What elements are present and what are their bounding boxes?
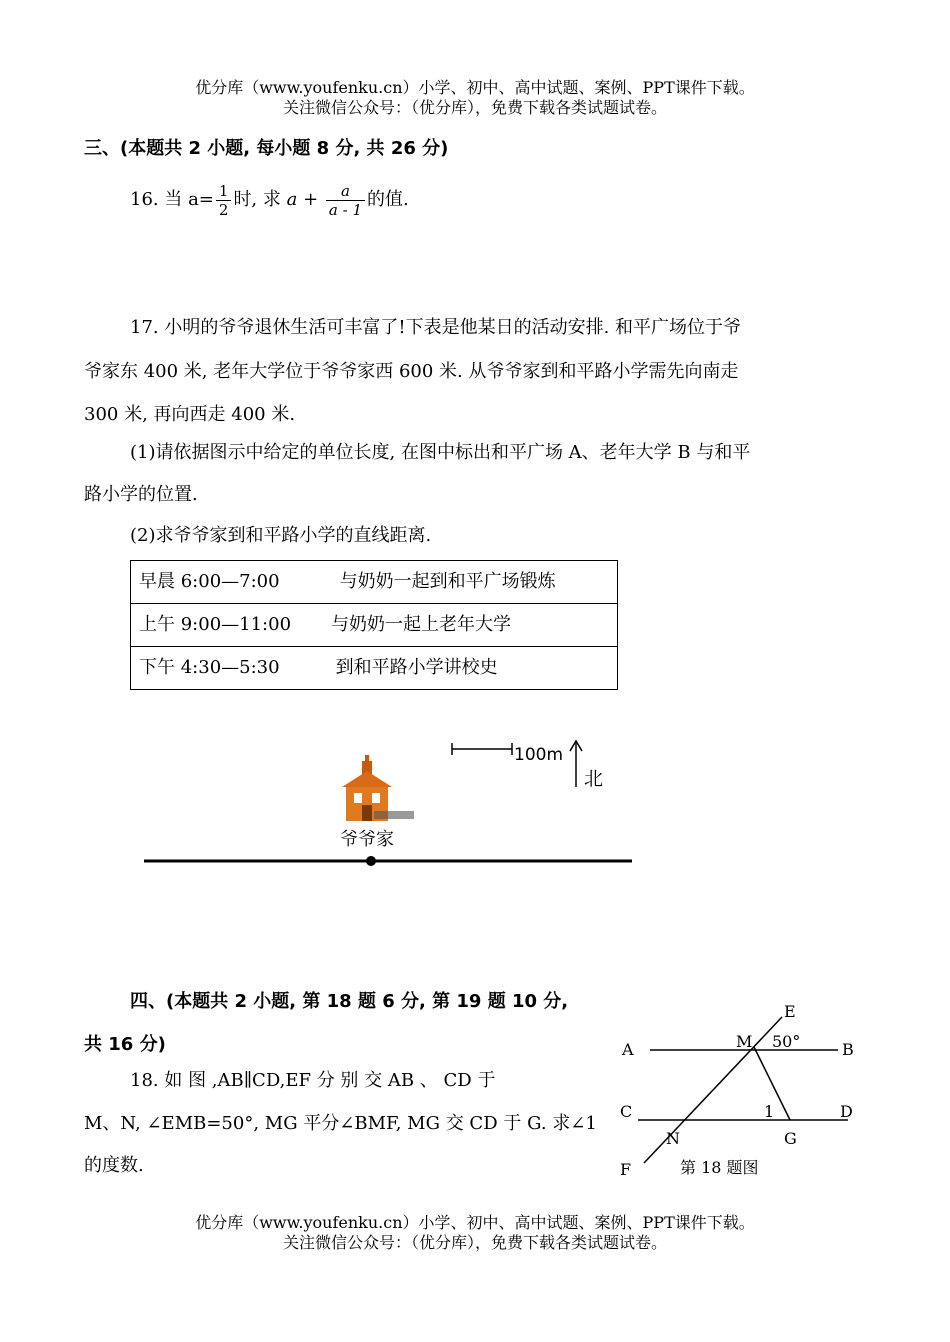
schedule-time: 下午 4:30—5:30: [139, 657, 280, 678]
section-3-title: 三、(本题共 2 小题, 每小题 8 分, 共 26 分): [84, 138, 449, 159]
label-m: M: [736, 1032, 753, 1051]
section-4-title-line-1: 四、(本题共 2 小题, 第 18 题 6 分, 第 19 题 10 分,: [130, 991, 569, 1012]
q16-fraction-half: [216, 182, 232, 219]
q16-frac-num: 1: [216, 182, 232, 201]
home-point: [366, 856, 376, 866]
header-line-1: 优分库（www.youfenku.cn）小学、初中、高中试题、案例、PPT课件下载。: [195, 78, 755, 97]
north-label: 北: [584, 768, 604, 790]
q16-middle: 时, 求: [233, 189, 281, 210]
q17-part-1-line-2: 路小学的位置.: [84, 484, 198, 505]
q17-part-2: (2)求爷爷家到和平路小学的直线距离.: [130, 525, 432, 546]
q17-map-figure: [130, 735, 650, 875]
footer-line-1: 优分库（www.youfenku.cn）小学、初中、高中试题、案例、PPT课件下载。: [195, 1213, 755, 1232]
schedule-time: 早晨 6:00—7:00: [139, 571, 280, 592]
label-angle-50: 50°: [772, 1032, 801, 1051]
schedule-row-1-cell: [131, 561, 618, 604]
schedule-row-3-cell: [131, 647, 618, 690]
home-label: 爷爷家: [340, 829, 394, 850]
q16-expr-den: a - 1: [328, 200, 363, 219]
header-line-2: 关注微信公众号：（优分库），免费下载各类试题试卷。: [282, 98, 667, 117]
footer-line-2: 关注微信公众号：（优分库），免费下载各类试题试卷。: [282, 1233, 667, 1252]
label-angle-1: 1: [764, 1102, 775, 1121]
north-arrow-icon: [570, 741, 582, 787]
label-e: E: [784, 1002, 796, 1021]
line-ef: [644, 1017, 782, 1163]
q18-line-2: M、N, ∠EMB=50°, MG 平分∠BMF, MG 交 CD 于 G. 求∠1: [84, 1113, 597, 1134]
schedule-table: [130, 560, 618, 690]
schedule-activity: 与奶奶一起上老年大学: [331, 614, 512, 635]
q18-line-1: 18. 如 图 ,AB∥CD,EF 分 别 交 AB 、 CD 于: [130, 1070, 496, 1091]
q16-expr-a: a: [286, 189, 298, 210]
q17-part-1-line-1: (1)请依据图示中给定的单位长度, 在图中标出和平广场 A、老年大学 B 与和平: [130, 442, 751, 463]
q16-suffix: 的值.: [367, 189, 409, 210]
question-16: [130, 180, 409, 220]
q16-prefix: 16. 当 a=: [130, 189, 214, 210]
label-a: A: [622, 1040, 634, 1059]
schedule-time: 上午 9:00—11:00: [139, 614, 292, 635]
schedule-activity: 到和平路小学讲校史: [335, 657, 498, 678]
table-row: [131, 604, 618, 647]
q17-line-3: 300 米, 再向西走 400 米.: [84, 404, 296, 425]
figure-caption: 第 18 题图: [680, 1158, 759, 1177]
label-c: C: [620, 1102, 633, 1121]
label-n: N: [666, 1129, 680, 1148]
q18-line-3: 的度数.: [84, 1155, 144, 1176]
scale-label: 100m: [514, 745, 564, 765]
label-f: F: [620, 1160, 632, 1179]
figure-18: [600, 995, 870, 1185]
house-icon: [342, 755, 414, 821]
q16-expr-num: a: [326, 182, 365, 201]
q17-line-1: 17. 小明的爷爷退休生活可丰富了!下表是他某日的活动安排. 和平广场位于爷: [130, 317, 742, 338]
label-d: D: [840, 1102, 853, 1121]
schedule-row-2-cell: [131, 604, 618, 647]
q16-expression-fraction: [326, 182, 365, 219]
section-4-title-line-2: 共 16 分): [84, 1034, 166, 1055]
scale-bar: [452, 743, 512, 755]
label-b: B: [842, 1040, 854, 1059]
q17-line-2: 爷家东 400 米, 老年大学位于爷爷家西 600 米. 从爷爷家到和平路小学需先向南走: [84, 361, 739, 382]
q16-frac-den: 2: [218, 200, 229, 219]
table-row: [131, 647, 618, 690]
schedule-activity: 与奶奶一起到和平广场锻炼: [339, 571, 556, 592]
table-row: [131, 561, 618, 604]
q16-expr-plus: +: [303, 189, 319, 210]
label-g: G: [784, 1129, 797, 1148]
